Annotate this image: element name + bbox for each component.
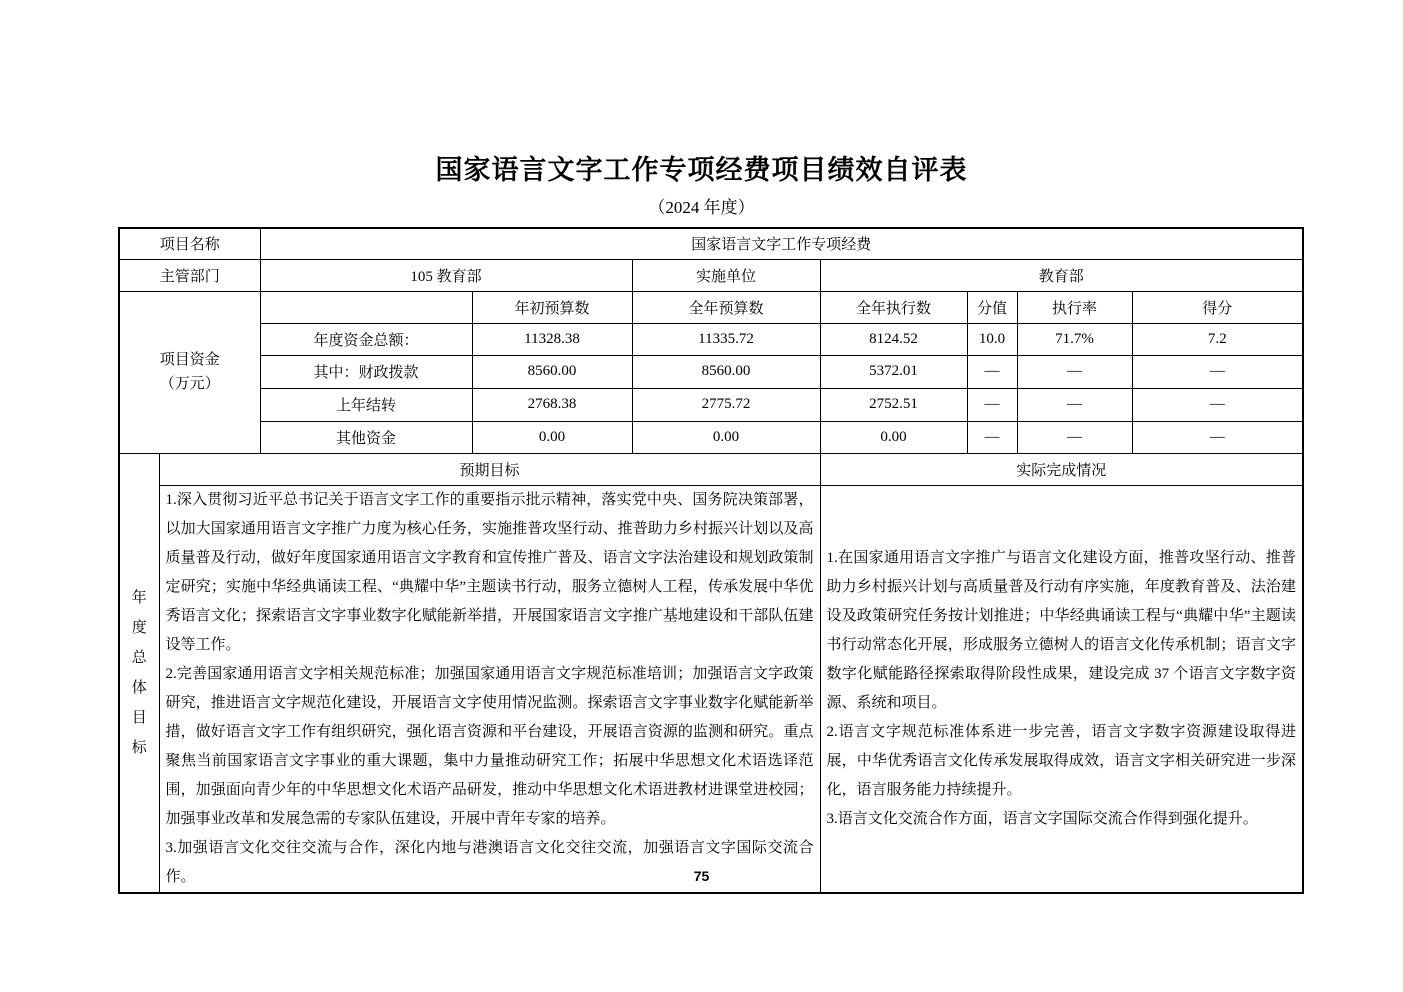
annual-goal-side-label: [119, 453, 159, 893]
table-row-department: [119, 259, 1303, 291]
fund-other-weight: —: [967, 421, 1017, 453]
page-subtitle: （2024 年度）: [648, 198, 755, 217]
dept-label: 主管部门: [119, 259, 260, 291]
fund-total-score: 7.2: [1132, 323, 1303, 355]
fund-carryover-rate: —: [1017, 388, 1132, 421]
table-row-fund-other: [119, 421, 1303, 453]
table-row-goals-header: [119, 453, 1303, 485]
self-evaluation-table: [118, 227, 1304, 894]
fund-carryover-weight: —: [967, 388, 1017, 421]
fund-carryover-execution: 2752.51: [820, 388, 967, 421]
page-number: 75: [693, 868, 710, 884]
expected-goal-header: 预期目标: [159, 453, 820, 485]
actual-completion-header: 实际完成情况: [820, 453, 1303, 485]
fund-carryover-initial: 2768.38: [472, 388, 632, 421]
fund-col-annual-budget: 全年预算数: [632, 291, 820, 323]
fund-carryover-score: —: [1132, 388, 1303, 421]
fund-carryover-annual: 2775.72: [632, 388, 820, 421]
fund-other-score: —: [1132, 421, 1303, 453]
annual-goal-side-label-text: 年度总体目标: [131, 589, 147, 756]
fund-fiscal-score: —: [1132, 355, 1303, 388]
fund-total-rate: 71.7%: [1017, 323, 1132, 355]
fund-fiscal-initial: 8560.00: [472, 355, 632, 388]
fund-col-score: 得分: [1132, 291, 1303, 323]
fund-total-initial: 11328.38: [472, 323, 632, 355]
fund-col-initial-budget: 年初预算数: [472, 291, 632, 323]
table-row-project-name: [119, 228, 1303, 259]
fund-total-annual: 11335.72: [632, 323, 820, 355]
actual-completion-paragraph-3: 3.语言文化交流合作方面，语言文字国际交流合作得到强化提升。: [826, 810, 1258, 827]
fund-col-execution-rate: 执行率: [1017, 291, 1132, 323]
fund-other-annual: 0.00: [632, 421, 820, 453]
unit-label: 实施单位: [632, 259, 820, 291]
fund-fiscal-rate: —: [1017, 355, 1132, 388]
expected-goal-paragraph-2: 2.完善国家通用语言文字相关规范标准；加强国家通用语言文字规范标准培训；加强语言文字政策研究，推进语言文字规范化建设，开展语言文字使用情况监测。探索语言文字事业数字化赋能新举措，做好语言文字工作有组织研究，强化语言资源和平台建设，开展语言资源的监测和研究。重点聚焦当前国家语言文字事业的重大课题，集中力量推动研究工作；拓展中华思想文化术语选译范围，加强面向青少年的中华思想文化术语产品研发，推动中华思想文化术语进教材进课堂进校园；加强事业改革和发展急需的专家队伍建设，开展中青年专家的培养。: [165, 665, 814, 827]
table-row-fund-carryover: [119, 388, 1303, 421]
fund-other-execution: 0.00: [820, 421, 967, 453]
fund-col-annual-execution: 全年执行数: [820, 291, 967, 323]
actual-completion-cell: [820, 485, 1303, 893]
fund-header-empty-cell: [260, 291, 472, 323]
dept-value: 105 教育部: [260, 259, 632, 291]
actual-completion-paragraph-2: 2.语言文字规范标准体系进一步完善，语言文字数字资源建设取得进展，中华优秀语言文化传承发展取得成效，语言文字相关研究进一步深化，语言服务能力持续提升。: [826, 723, 1297, 798]
project-name-label: 项目名称: [119, 228, 260, 259]
fund-row-label-fiscal: 其中：财政拨款: [260, 355, 472, 388]
fund-side-label-line1: 项目资金: [159, 352, 220, 368]
project-name-value: 国家语言文字工作专项经费: [260, 228, 1303, 259]
fund-fiscal-weight: —: [967, 355, 1017, 388]
fund-row-label-carryover: 上年结转: [260, 388, 472, 421]
table-row-goals-content: [119, 485, 1303, 893]
expected-goal-paragraph-1: 1.深入贯彻习近平总书记关于语言文字工作的重要指示批示精神，落实党中央、国务院决策部署，以加大国家通用语言文字推广力度为核心任务，实施推普攻坚行动、推普助力乡村振兴计划以及高质量普及行动，做好年度国家通用语言文字教育和宣传推广普及、语言文字法治建设和规划政策制定研究；实施中华经典诵读工程、“典耀中华”主题读书行动，服务立德树人工程，传承发展中华优秀语言文化；探索语言文字事业数字化赋能新举措，开展国家语言文字推广基地建设和干部队伍建设等工作。: [165, 491, 814, 653]
fund-total-execution: 8124.52: [820, 323, 967, 355]
fund-side-label-line2: （万元）: [159, 376, 220, 392]
table-row-fund-fiscal: [119, 355, 1303, 388]
fund-other-rate: —: [1017, 421, 1132, 453]
actual-completion-paragraph-1: 1.在国家通用语言文字推广与语言文化建设方面，推普攻坚行动、推普助力乡村振兴计划与高质量普及行动有序实施，年度教育普及、法治建设及政策研究任务按计划推进；中华经典诵读工程与“典耀中华”主题读书行动常态化开展，形成服务立德树人的语言文化传承机制；语言文字数字化赋能路径探索取得阶段性成果，建设完成 37 个语言文字数字资源、系统和项目。: [826, 549, 1297, 711]
fund-other-initial: 0.00: [472, 421, 632, 453]
page-title: 国家语言文字工作专项经费项目绩效自评表: [435, 155, 968, 185]
fund-fiscal-execution: 5372.01: [820, 355, 967, 388]
expected-goal-cell: [159, 485, 820, 893]
fund-fiscal-annual: 8560.00: [632, 355, 820, 388]
table-row-fund-header: [119, 291, 1303, 323]
fund-row-label-other: 其他资金: [260, 421, 472, 453]
expected-goal-paragraph-3: 3.加强语言文化交往交流与合作，深化内地与港澳语言文化交往交流，加强语言文字国际交流合作。: [165, 839, 814, 885]
table-row-fund-total: [119, 323, 1303, 355]
fund-col-score-weight: 分值: [967, 291, 1017, 323]
fund-row-label-total: 年度资金总额：: [260, 323, 472, 355]
fund-total-weight: 10.0: [967, 323, 1017, 355]
unit-value: 教育部: [820, 259, 1303, 291]
fund-side-label: [119, 291, 260, 453]
